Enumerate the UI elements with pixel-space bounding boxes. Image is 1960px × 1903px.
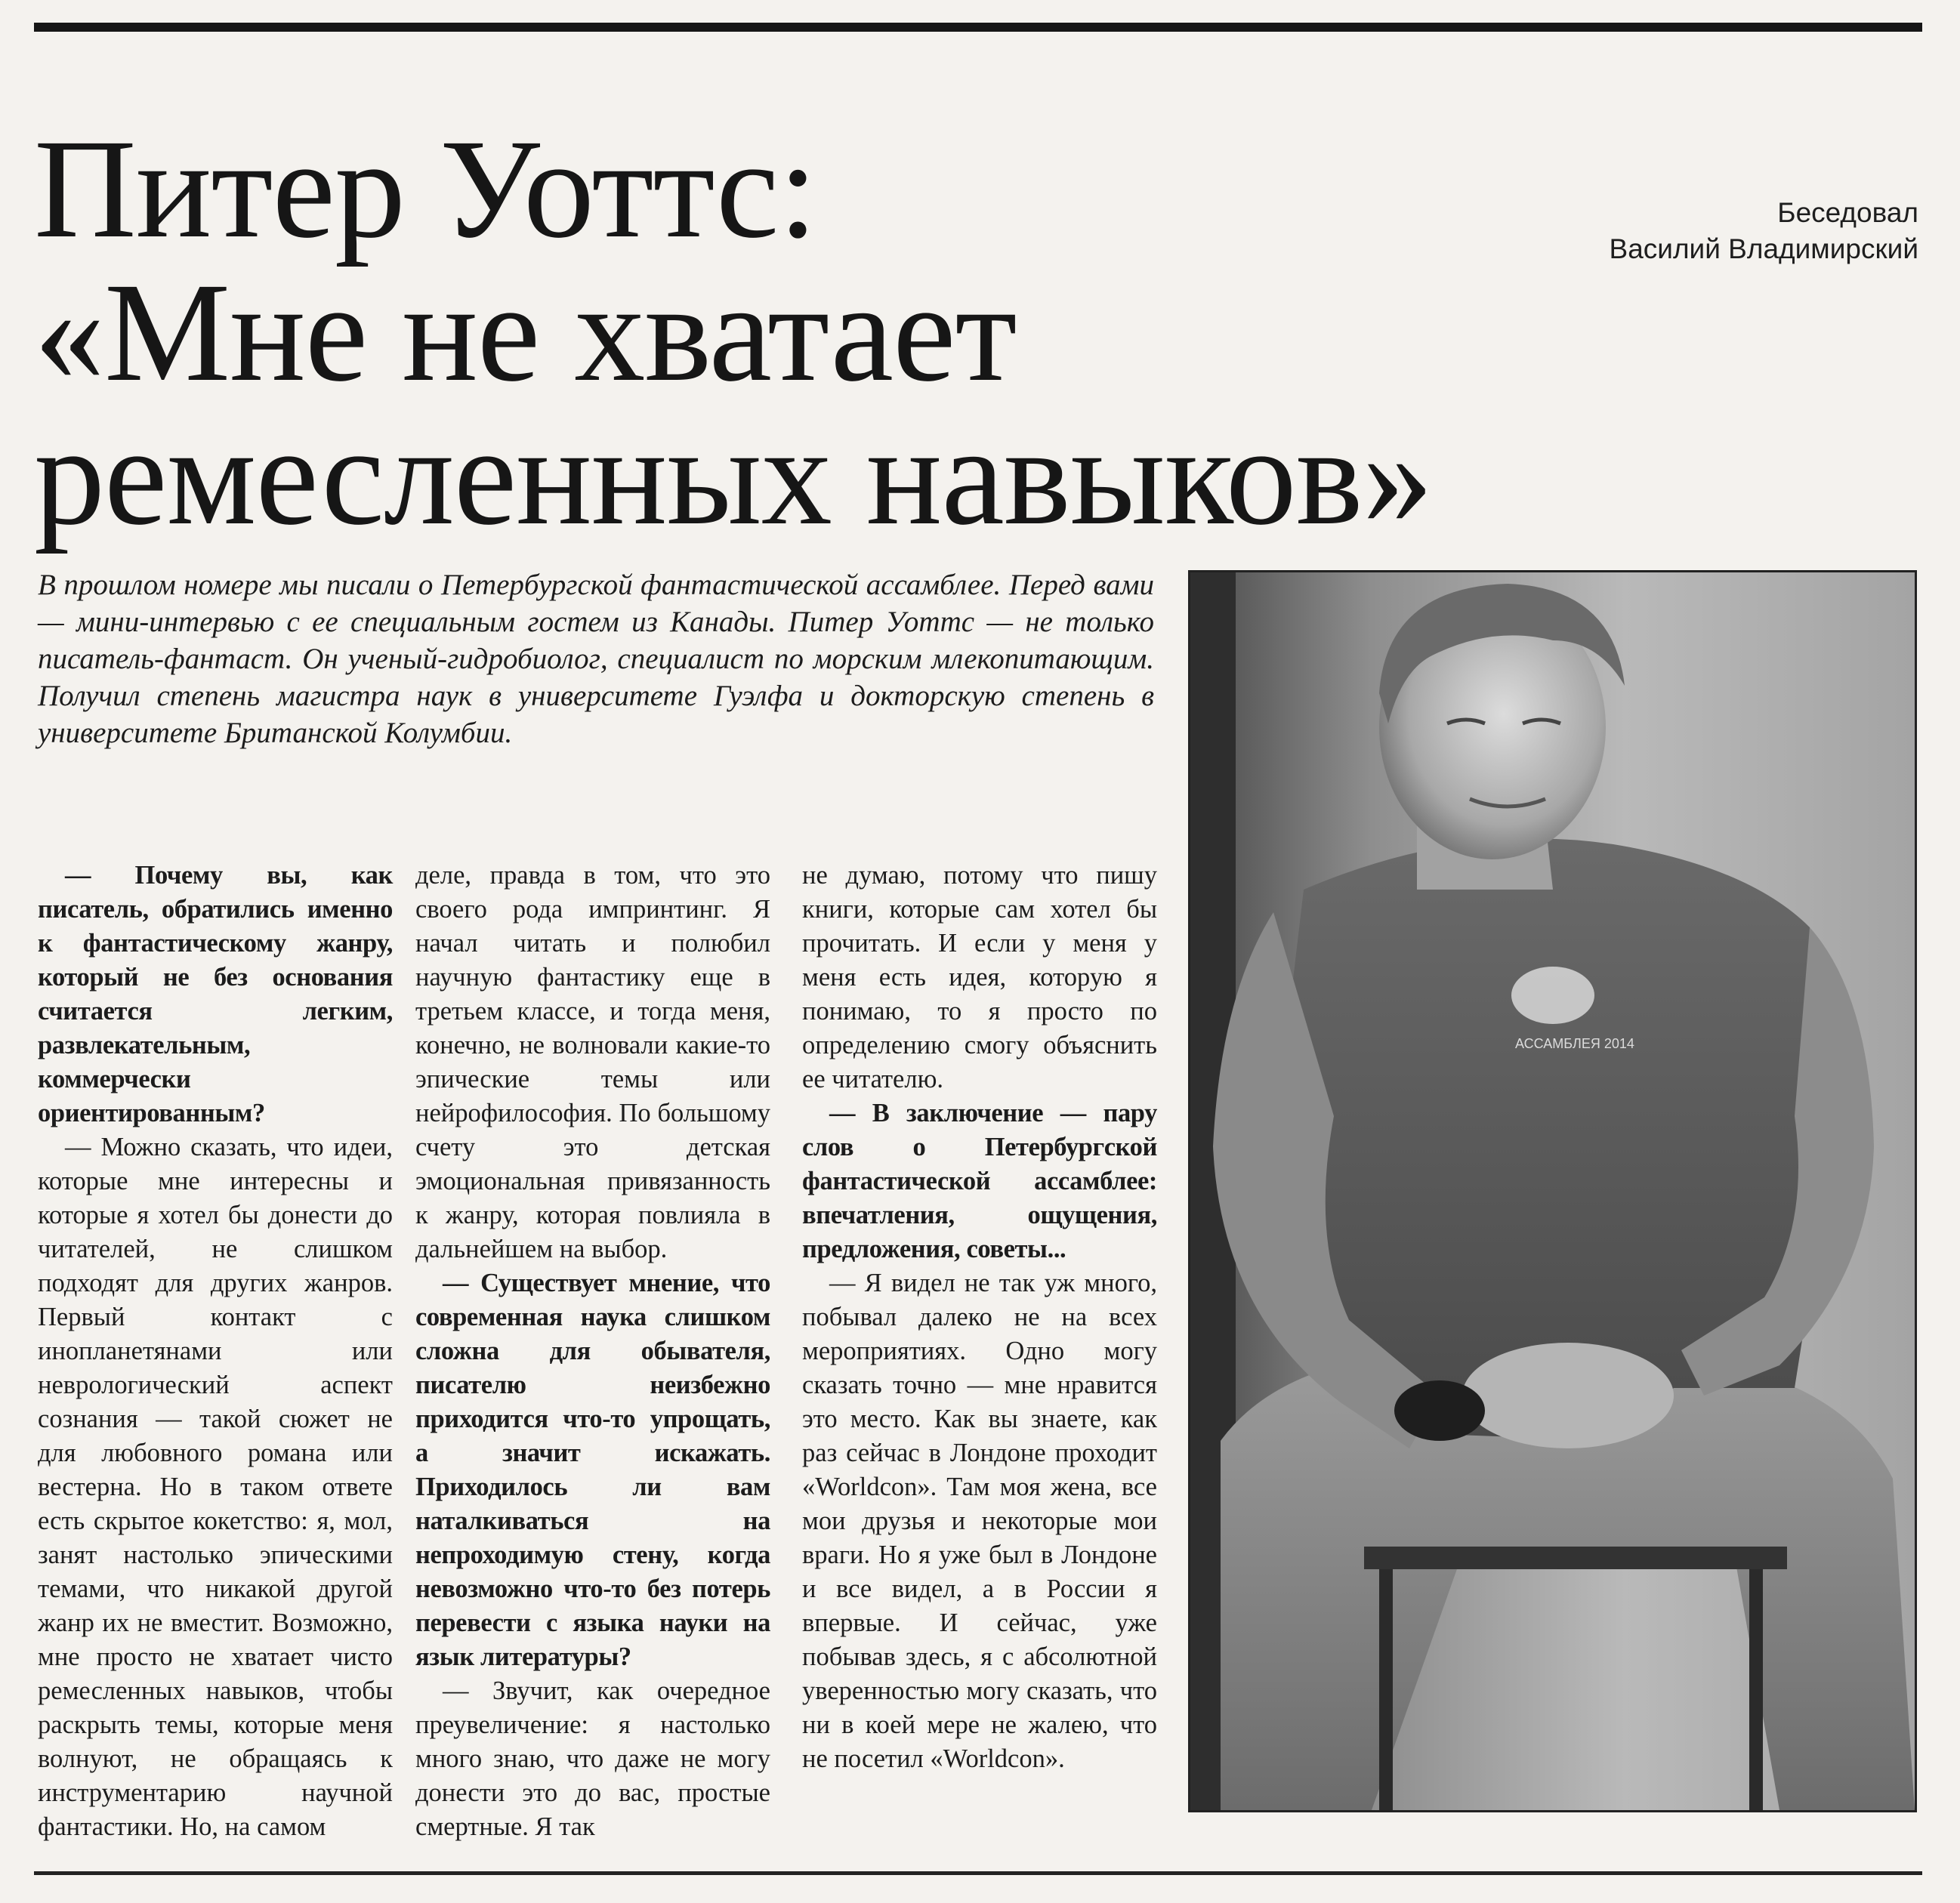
portrait-illustration: [1190, 572, 1915, 1810]
svg-text:АССАМБЛЕЯ 2014: АССАМБЛЕЯ 2014: [1515, 1036, 1634, 1051]
text-column-3: [802, 859, 1157, 1776]
question-2: — Существует мнение, что современная наука слишком сложна для обывателя, писателю неизбежно приходится что-то упрощать, а значит искажать. Приходилось ли вам наталкиваться на непроходимую стену, когда невозможно что-то без потерь перевести с языка науки на язык литературы?: [415, 1269, 770, 1671]
answer-2-continued: не думаю, потому что пишу книги, которые сам хотел бы прочитать. И если у меня у меня есть идея, которую я понимаю, то я просто по определению смогу объяснить ее читателю.: [802, 861, 1157, 1093]
headline-line-2: «Мне не хватает: [34, 253, 1017, 411]
answer-1: — Можно сказать, что идеи, которые мне интересны и которые я хотел бы донести до читателей, не слишком подходят для других жанров. Первый контакт с инопланетянами или неврологический аспект сознания — такой сюжет не для любовного романа или вестерна. Но в таком ответе есть скрытое кокетство: я, мол, занят настолько эпическими темами, что никакой другой жанр их не вместит. Возможно, мне просто не хватает чисто ремесленных навыков, чтобы раскрыть темы, которые меня волнуют, не обращаясь к инструментарию научной фантастики. Но, на самом: [38, 1133, 393, 1841]
headline-line-3: ремесленных навыков»: [34, 396, 1433, 554]
answer-2: — Звучит, как очередное преувеличение: я настолько много знаю, что даже не могу донести это до вас, простые смертные. Я так: [415, 1676, 770, 1841]
lead-paragraph: В прошлом номере мы писали о Петербургской фантастической ассамблее. Перед вами — мини-интервью с ее специальным гостем из Канады. Питер Уоттс — не только писатель-фантаст. Он ученый-гидробиолог, специалист по морским млекопитающим. Получил степень магистра наук в университете Гуэлфа и докторскую степень в университете Британской Колумбии.: [38, 569, 1154, 749]
top-rule: [34, 23, 1922, 32]
text-column-1: [38, 859, 393, 1844]
text-column-2: [415, 859, 770, 1844]
byline-label: Беседовал: [1777, 197, 1918, 228]
byline-author: Василий Владимирский: [1609, 233, 1918, 264]
headline-line-1: Питер Уоттс:: [34, 109, 817, 267]
bottom-rule: [34, 1871, 1922, 1875]
answer-1-continued: деле, правда в том, что это своего рода импринтинг. Я начал читать и полюбил научную фантастику еще в третьем классе, и тогда меня, конечно, не волновали какие-то эпические темы или нейрофилософия. По большому счету это детская эмоциональная привязанность к жанру, которая повлияла в дальнейшем на выбор.: [415, 861, 770, 1263]
answer-3: — Я видел не так уж много, побывал далеко не на всех мероприятиях. Одно могу сказать точно — мне нравится это место. Как вы знаете, как раз сейчас в Лондоне проходит «Worldcon». Там моя жена, все мои друзья и некоторые мои враги. Но я уже был в Лондоне и все видел, а в России я впервые. И сейчас, уже побывав здесь, я с абсолютной уверенностью могу сказать, что ни в коей мере не жалею, что не посетил «Worldcon».: [802, 1269, 1157, 1773]
question-1: — Почему вы, как писатель, обратились именно к фантастическому жанру, который не без основания считается легким, развлекательным, коммерчески ориентированным?: [38, 861, 393, 1127]
byline: [1610, 195, 1918, 267]
headline: [34, 109, 1696, 554]
question-3: — В заключение — пару слов о Петербургской фантастической ассамблее: впечатления, ощущения, предложения, советы...: [802, 1099, 1157, 1263]
portrait-photo: [1188, 570, 1917, 1812]
